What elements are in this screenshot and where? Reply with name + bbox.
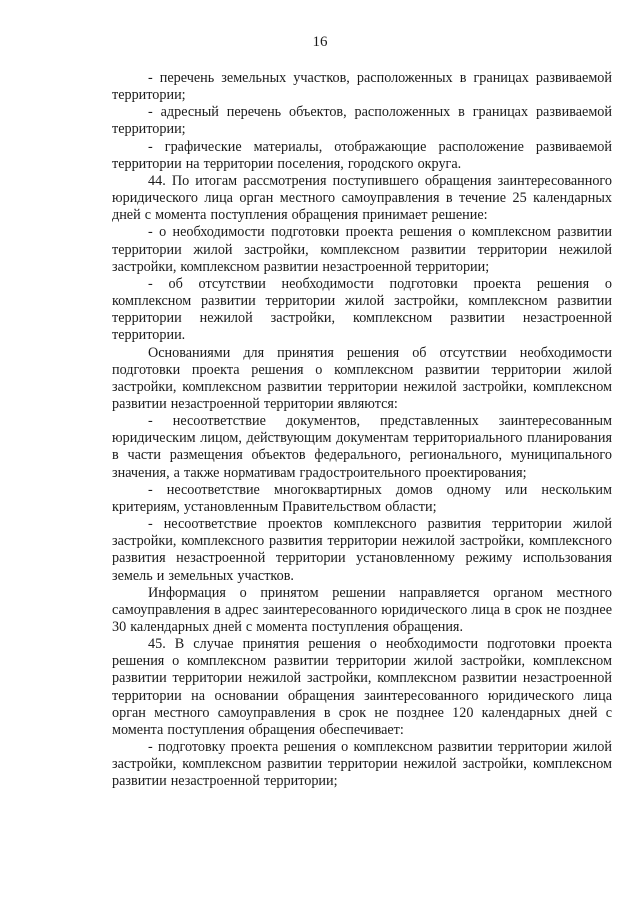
page-number: 16 [312, 34, 328, 50]
paragraph-clause-44: 44. По итогам рассмотрения поступившего обращения заинтересованного юридического лица орган местного самоуправления в течение 25 календарных дней с момента поступления обращения принимает решение: [112, 172, 612, 224]
paragraph-preparation: - подготовку проекта решения о комплексном развитии территории жилой застройки, комплексном развитии территории нежилой застройки, комплексном развитии незастроенной территории; [112, 739, 612, 790]
paragraph-address-list: - адресный перечень объектов, расположенных в границах развиваемой территории; [112, 104, 612, 138]
paragraph-decision-absence: - об отсутствии необходимости подготовки проекта решения о комплексном развитии территории жилой застройки, комплексном развитии территории нежилой застройки, комплексном развитии незастроенной территории. [112, 275, 612, 344]
paragraph-ground-projects: - несоответствие проектов комплексного развития территории жилой застройки, комплексного развития территории нежилой застройки, комплексного развития незастроенной территории установленному режиму использования земель и земельных участков. [112, 516, 612, 584]
paragraph-information: Информация о принятом решении направляется органом местного самоуправления в адрес заинтересованного юридического лица в срок не позднее 30 календарных дней с момента поступления обращения. [112, 584, 612, 635]
paragraph-grounds: Основаниями для принятия решения об отсутствии необходимости подготовки проекта решения о комплексном развитии территории жилой застройки, комплексном развитии территории нежилой застройки, комплексном развитии незастроенной территории являются: [112, 344, 612, 412]
document-body [112, 70, 612, 791]
paragraph-graphic-materials: - графические материалы, отображающие расположение развиваемой территории на территории поселения, городского округа. [112, 138, 612, 172]
paragraph-ground-documents: - несоответствие документов, представленных заинтересованным юридическим лицом, действующим документам территориального планирования в части размещения объектов федерального, регионального, муниципального значения, а также нормативам градостроительного проектирования; [112, 413, 612, 481]
paragraph-decision-necessity: - о необходимости подготовки проекта решения о комплексном развитии территории жилой застройки, комплексном развитии территории нежилой застройки, комплексном развитии незастроенной территории; [112, 224, 612, 275]
paragraph-clause-45: 45. В случае принятия решения о необходимости подготовки проекта решения о комплексном развитии территории жилой застройки, комплексном развитии территории нежилой застройки, комплексном развитии незастроенной территории на основании обращения заинтересованного юридического лица орган местного самоуправления в срок не позднее 120 календарных дней с момента поступления обращения обеспечивает: [112, 636, 612, 738]
paragraph-land-plots-list: - перечень земельных участков, расположенных в границах развиваемой территории; [112, 70, 612, 104]
paragraph-ground-buildings: - несоответствие многоквартирных домов одному или нескольким критериям, установленным Правительством области; [112, 481, 612, 515]
